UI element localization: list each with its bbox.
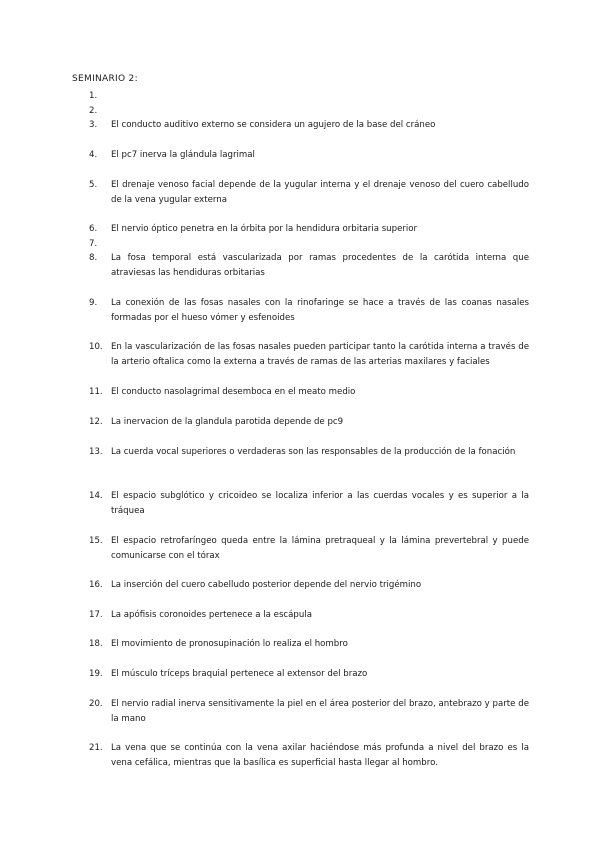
item-text: El espacio retrofaríngeo queda entre la lámina pretraqueal y la lámina prevertebral y puede comunicarse con el tórax: [111, 536, 529, 561]
item-number: 16.: [89, 580, 103, 590]
item-text: La fosa temporal está vascularizada por ramas procedentes de la carótida interna que atraviesas las hendiduras orbitarias: [111, 253, 529, 278]
item-text: El nervio óptico penetra en la órbita por la hendidura orbitaria superior: [111, 224, 418, 234]
item-number: 9.: [89, 298, 98, 308]
item-text: La conexión de las fosas nasales con la rinofaringe se hace a través de las coanas nasales formadas por el hueso vómer y esfenoides: [111, 298, 529, 323]
item-text: El conducto nasolagrimal desemboca en el meato medio: [111, 387, 356, 397]
item-number: 17.: [89, 610, 103, 620]
item-number: 20.: [89, 699, 103, 709]
item-number: 21.: [89, 743, 103, 753]
item-number: 4.: [89, 150, 98, 160]
item-text: En la vascularización de las fosas nasales pueden participar tanto la carótida interna a través de la arterio oftalica como la externa a través de ramas de las arterias maxilares y faciales: [111, 342, 529, 367]
item-text: El nervio radial inerva sensitivamente la piel en el área posterior del brazo, antebrazo y parte de la mano: [111, 699, 529, 724]
item-number: 6.: [89, 224, 98, 234]
item-text: El pc7 inerva la glándula lagrimal: [111, 150, 255, 160]
item-text: El drenaje venoso facial depende de la yugular interna y el drenaje venoso del cuero cabelludo de la vena yugular externa: [111, 180, 529, 205]
item-number: 12.: [89, 417, 103, 427]
item-number: 1.: [89, 91, 98, 101]
item-text: La apófisis coronoides pertenece a la escápula: [111, 610, 312, 620]
item-text: El espacio subglótico y cricoideo se localiza inferior a las cuerdas vocales y es superior a la tráquea: [111, 491, 529, 516]
item-number: 8.: [89, 253, 98, 263]
item-number: 7.: [89, 239, 98, 249]
item-number: 18.: [89, 639, 103, 649]
item-number: 15.: [89, 536, 103, 546]
item-text: El músculo tríceps braquial pertenece al extensor del brazo: [111, 669, 368, 679]
item-text: El movimiento de pronosupinación lo realiza el hombro: [111, 639, 348, 649]
item-text: La inervacion de la glandula parotida depende de pc9: [111, 417, 344, 427]
item-number: 14.: [89, 491, 103, 501]
item-number: 13.: [89, 447, 103, 457]
item-number: 3.: [89, 120, 98, 130]
item-text: La cuerda vocal superiores o verdaderas son las responsables de la producción de la fonación: [111, 447, 516, 457]
item-text: La vena que se continúa con la vena axilar haciéndose más profunda a nivel del brazo es la vena cefálica, mientras que la basílica es superficial hasta llegar al hombro.: [111, 743, 529, 768]
item-number: 5.: [89, 180, 98, 190]
item-number: 19.: [89, 669, 103, 679]
item-text: El conducto auditivo externo se considera un agujero de la base del cráneo: [111, 120, 436, 130]
item-number: 11.: [89, 387, 103, 397]
item-text: La inserción del cuero cabelludo posterior depende del nervio trigémino: [111, 580, 422, 590]
document-heading: SEMINARIO 2:: [72, 74, 138, 84]
item-number: 10.: [89, 342, 103, 352]
item-number: 2.: [89, 106, 98, 116]
